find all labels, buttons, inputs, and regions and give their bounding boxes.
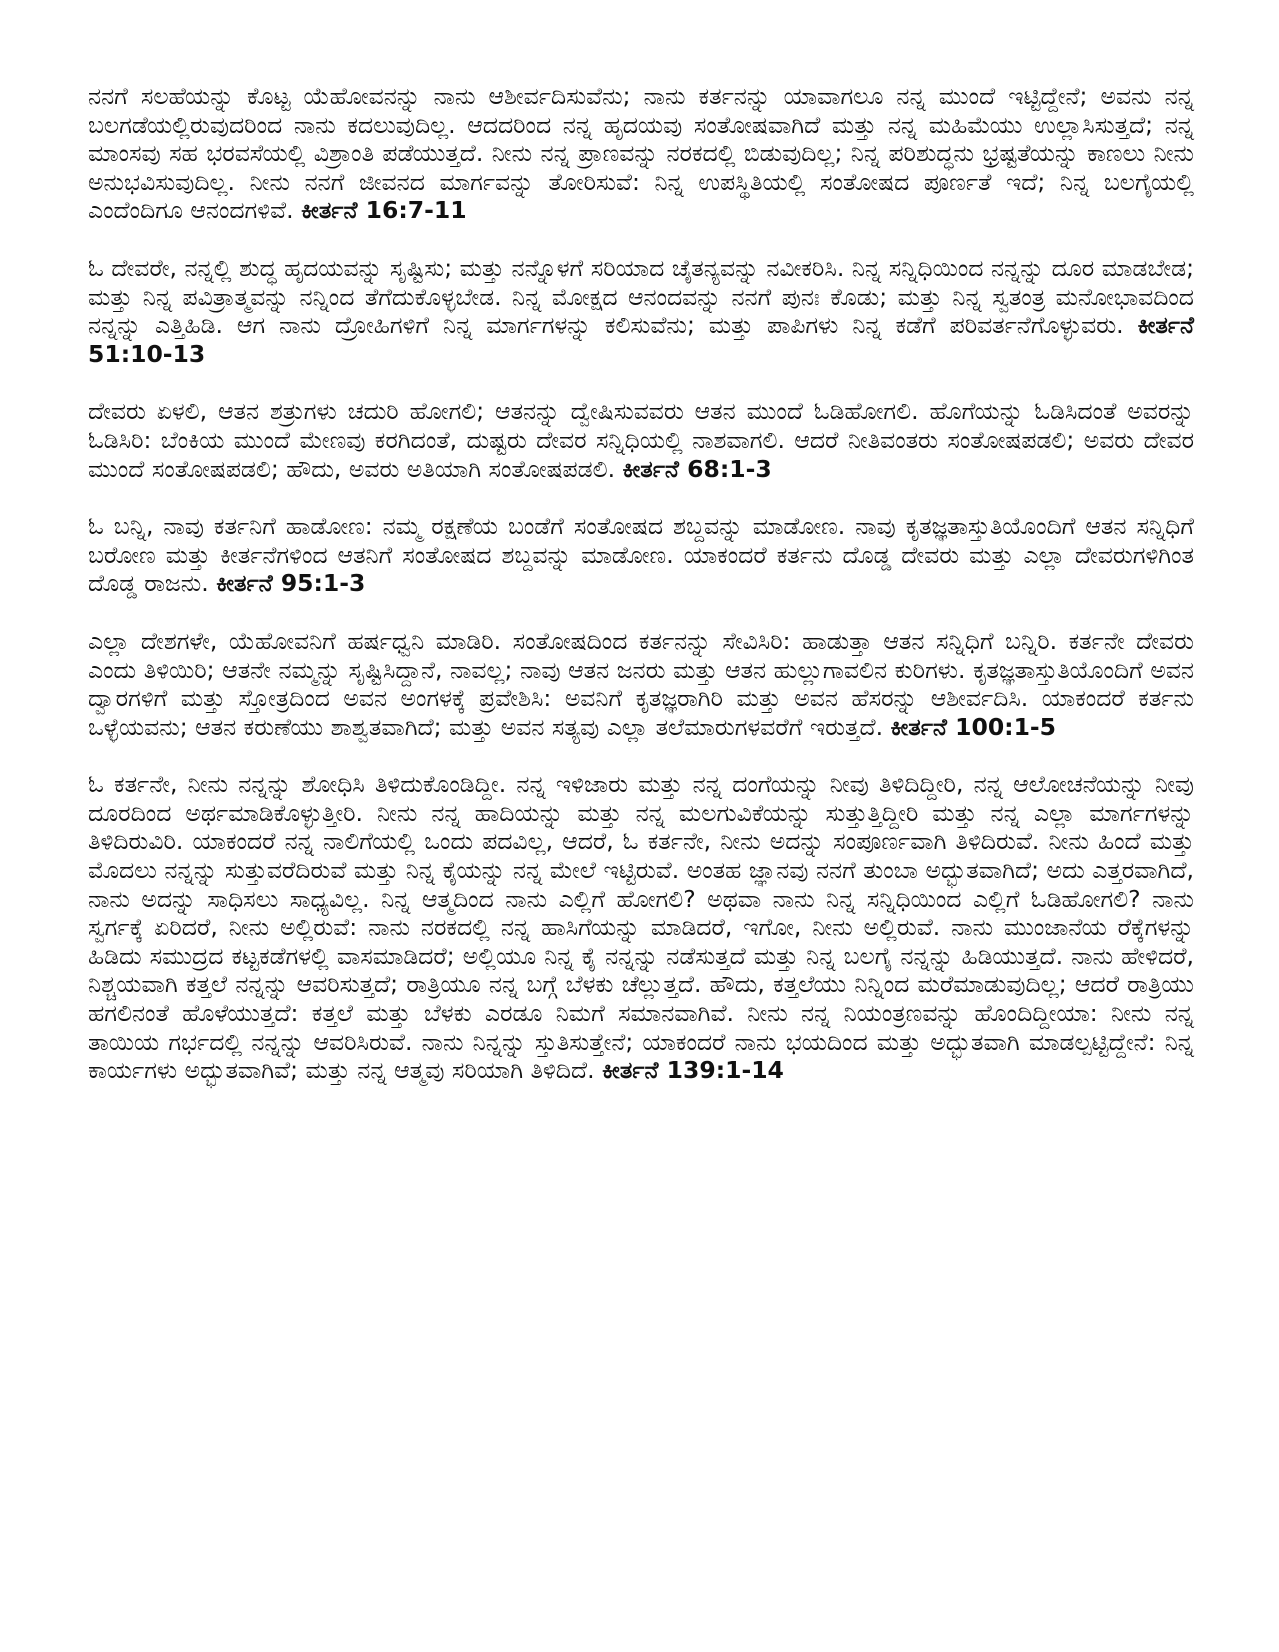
passage-psalm-16 [88,82,1194,225]
passage-reference: ಕೀರ್ತನೆ 95:1-3 [216,569,366,598]
passage-psalm-51 [88,254,1194,368]
passage-text: ಓ ಕರ್ತನೇ, ನೀನು ನನ್ನನ್ನು ಶೋಧಿಸಿ ತಿಳಿದುಕೊಂಡಿದ್ದೀ. ನನ್ನ ಇಳಿಜಾರು ಮತ್ತು ನನ್ನ ದಂಗೆಯನ್ನು ನೀವು ತಿಳಿದಿದ್ದೀರಿ, ನನ್ನ ಆಲೋಚನೆಯನ್ನು ನೀವು ದೂರದಿಂದ ಅರ್ಥಮಾಡಿಕೊಳ್ಳುತ್ತೀರಿ. ನೀನು ನನ್ನ ಹಾದಿಯನ್ನು ಮತ್ತು ನನ್ನ ಮಲಗುವಿಕೆಯನ್ನು ಸುತ್ತುತ್ತಿದ್ದೀರಿ ಮತ್ತು ನನ್ನ ಎಲ್ಲಾ ಮಾರ್ಗಗಳನ್ನು ತಿಳಿದಿರುವಿರಿ. ಯಾಕಂದರೆ ನನ್ನ ನಾಲಿಗೆಯಲ್ಲಿ ಒಂದು ಪದವಿಲ್ಲ, ಆದರೆ, ಓ ಕರ್ತನೇ, ನೀನು ಅದನ್ನು ಸಂಪೂರ್ಣವಾಗಿ ತಿಳಿದಿರುವೆ. ನೀನು ಹಿಂದೆ ಮತ್ತು ಮೊದಲು ನನ್ನನ್ನು ಸುತ್ತುವರೆದಿರುವೆ ಮತ್ತು ನಿನ್ನ ಕೈಯನ್ನು ನನ್ನ ಮೇಲೆ ಇಟ್ಟಿರುವೆ. ಅಂತಹ ಜ್ಞಾನವು ನನಗೆ ತುಂಬಾ ಅದ್ಭುತವಾಗಿದೆ; ಅದು ಎತ್ತರವಾಗಿದೆ, ನಾನು ಅದನ್ನು ಸಾಧಿಸಲು ಸಾಧ್ಯವಿಲ್ಲ. ನಿನ್ನ ಆತ್ಮದಿಂದ ನಾನು ಎಲ್ಲಿಗೆ ಹೋಗಲಿ? ಅಥವಾ ನಾನು ನಿನ್ನ ಸನ್ನಿಧಿಯಿಂದ ಎಲ್ಲಿಗೆ ಓಡಿಹೋಗಲಿ? ನಾನು ಸ್ವರ್ಗಕ್ಕೆ ಏರಿದರೆ, ನೀನು ಅಲ್ಲಿರುವೆ: ನಾನು ನರಕದಲ್ಲಿ ನನ್ನ ಹಾಸಿಗೆಯನ್ನು ಮಾಡಿದರೆ, ಇಗೋ, ನೀನು ಅಲ್ಲಿರುವೆ. ನಾನು ಮುಂಜಾನೆಯ ರೆಕ್ಕೆಗಳನ್ನು ಹಿಡಿದು ಸಮುದ್ರದ ಕಟ್ಟಕಡೆಗಳಲ್ಲಿ ವಾಸಮಾಡಿದರೆ; ಅಲ್ಲಿಯೂ ನಿನ್ನ ಕೈ ನನ್ನನ್ನು ನಡೆಸುತ್ತದೆ ಮತ್ತು ನಿನ್ನ ಬಲಗೈ ನನ್ನನ್ನು ಹಿಡಿಯುತ್ತದೆ. ನಾನು ಹೇಳಿದರೆ, ನಿಶ್ಚಯವಾಗಿ ಕತ್ತಲೆ ನನ್ನನ್ನು ಆವರಿಸುತ್ತದೆ; ರಾತ್ರಿಯೂ ನನ್ನ ಬಗ್ಗೆ ಬೆಳಕು ಚೆಲ್ಲುತ್ತದೆ. ಹೌದು, ಕತ್ತಲೆಯು ನಿನ್ನಿಂದ ಮರೆಮಾಡುವುದಿಲ್ಲ; ಆದರೆ ರಾತ್ರಿಯು ಹಗಲಿನಂತೆ ಹೊಳೆಯುತ್ತದೆ: ಕತ್ತಲೆ ಮತ್ತು ಬೆಳಕು ಎರಡೂ ನಿಮಗೆ ಸಮಾನವಾಗಿವೆ. ನೀನು ನನ್ನ ನಿಯಂತ್ರಣವನ್ನು ಹೊಂದಿದ್ದೀಯಾ: ನೀನು ನನ್ನ ತಾಯಿಯ ಗರ್ಭದಲ್ಲಿ ನನ್ನನ್ನು ಆವರಿಸಿರುವೆ. ನಾನು ನಿನ್ನನ್ನು ಸ್ತುತಿಸುತ್ತೇನೆ; ಯಾಕಂದರೆ ನಾನು ಭಯದಿಂದ ಮತ್ತು ಅದ್ಭುತವಾಗಿ ಮಾಡಲ್ಪಟ್ಟಿದ್ದೇನೆ: ನಿನ್ನ ಕಾರ್ಯಗಳು ಅದ್ಭುತವಾಗಿವೆ; ಮತ್ತು ನನ್ನ ಆತ್ಮವು ಸರಿಯಾಗಿ ತಿಳಿದಿದೆ. [88,770,1194,1085]
passage-text: ಓ ದೇವರೇ, ನನ್ನಲ್ಲಿ ಶುದ್ಧ ಹೃದಯವನ್ನು ಸೃಷ್ಟಿಸು; ಮತ್ತು ನನ್ನೊಳಗೆ ಸರಿಯಾದ ಚೈತನ್ಯವನ್ನು ನವೀಕರಿಸಿ. ನಿನ್ನ ಸನ್ನಿಧಿಯಿಂದ ನನ್ನನ್ನು ದೂರ ಮಾಡಬೇಡ; ಮತ್ತು ನಿನ್ನ ಪವಿತ್ರಾತ್ಮವನ್ನು ನನ್ನಿಂದ ತೆಗೆದುಕೊಳ್ಳಬೇಡ. ನಿನ್ನ ಮೋಕ್ಷದ ಆನಂದವನ್ನು ನನಗೆ ಪುನಃ ಕೊಡು; ಮತ್ತು ನಿನ್ನ ಸ್ವತಂತ್ರ ಮನೋಭಾವದಿಂದ ನನ್ನನ್ನು ಎತ್ತಿಹಿಡಿ. ಆಗ ನಾನು ದ್ರೋಹಿಗಳಿಗೆ ನಿನ್ನ ಮಾರ್ಗಗಳನ್ನು ಕಲಿಸುವೆನು; ಮತ್ತು ಪಾಪಿಗಳು ನಿನ್ನ ಕಡೆಗೆ ಪರಿವರ್ತನೆಗೊಳ್ಳುವರು. [88,253,1194,340]
passage-reference: ಕೀರ್ತನೆ 100:1-5 [890,712,1057,741]
passage-reference: ಕೀರ್ತನೆ 51:10-13 [88,311,1194,368]
passage-text: ಓ ಬನ್ನಿ, ನಾವು ಕರ್ತನಿಗೆ ಹಾಡೋಣ: ನಮ್ಮ ರಕ್ಷಣೆಯ ಬಂಡೆಗೆ ಸಂತೋಷದ ಶಬ್ದವನ್ನು ಮಾಡೋಣ. ನಾವು ಕೃತಜ್ಞತಾಸ್ತುತಿಯೊಂದಿಗೆ ಆತನ ಸನ್ನಿಧಿಗೆ ಬರೋಣ ಮತ್ತು ಕೀರ್ತನೆಗಳಿಂದ ಆತನಿಗೆ ಸಂತೋಷದ ಶಬ್ದವನ್ನು ಮಾಡೋಣ. ಯಾಕಂದರೆ ಕರ್ತನು ದೊಡ್ಡ ದೇವರು ಮತ್ತು ಎಲ್ಲಾ ದೇವರುಗಳಿಗಿಂತ ದೊಡ್ಡ ರಾಜನು. [88,512,1194,598]
passage-reference: ಕೀರ್ತನೆ 16:7-11 [301,196,467,225]
passage-text: ನನಗೆ ಸಲಹೆಯನ್ನು ಕೊಟ್ಟ ಯೆಹೋವನನ್ನು ನಾನು ಆಶೀರ್ವದಿಸುವೆನು; ನಾನು ಕರ್ತನನ್ನು ಯಾವಾಗಲೂ ನನ್ನ ಮುಂದೆ ಇಟ್ಟಿದ್ದೇನೆ; ಅವನು ನನ್ನ ಬಲಗಡೆಯಲ್ಲಿರುವುದರಿಂದ ನಾನು ಕದಲುವುದಿಲ್ಲ. ಆದದರಿಂದ ನನ್ನ ಹೃದಯವು ಸಂತೋಷವಾಗಿದೆ ಮತ್ತು ನನ್ನ ಮಹಿಮೆಯು ಉಲ್ಲಾಸಿಸುತ್ತದೆ; ನನ್ನ ಮಾಂಸವು ಸಹ ಭರವಸೆಯಲ್ಲಿ ವಿಶ್ರಾಂತಿ ಪಡೆಯುತ್ತದೆ. ನೀನು ನನ್ನ ಪ್ರಾಣವನ್ನು ನರಕದಲ್ಲಿ ಬಿಡುವುದಿಲ್ಲ; ನಿನ್ನ ಪರಿಶುದ್ಧನು ಭ್ರಷ್ಟತೆಯನ್ನು ಕಾಣಲು ನೀನು ಅನುಭವಿಸುವುದಿಲ್ಲ. ನೀನು ನನಗೆ ಜೀವನದ ಮಾರ್ಗವನ್ನು ತೋರಿಸುವೆ: ನಿನ್ನ ಉಪಸ್ಥಿತಿಯಲ್ಲಿ ಸಂತೋಷದ ಪೂರ್ಣತೆ ಇದೆ; ನಿನ್ನ ಬಲಗೈಯಲ್ಲಿ ಎಂದೆಂದಿಗೂ ಆನಂದಗಳಿವೆ. [88,82,1194,225]
passage-psalm-100 [88,627,1194,741]
passage-psalm-95 [88,512,1194,598]
document-page [88,82,1194,1114]
passage-text: ಎಲ್ಲಾ ದೇಶಗಳೇ, ಯೆಹೋವನಿಗೆ ಹರ್ಷಧ್ವನಿ ಮಾಡಿರಿ. ಸಂತೋಷದಿಂದ ಕರ್ತನನ್ನು ಸೇವಿಸಿರಿ: ಹಾಡುತ್ತಾ ಆತನ ಸನ್ನಿಧಿಗೆ ಬನ್ನಿರಿ. ಕರ್ತನೇ ದೇವರು ಎಂದು ತಿಳಿಯಿರಿ; ಆತನೇ ನಮ್ಮನ್ನು ಸೃಷ್ಟಿಸಿದ್ದಾನೆ, ನಾವಲ್ಲ; ನಾವು ಆತನ ಜನರು ಮತ್ತು ಆತನ ಹುಲ್ಲುಗಾವಲಿನ ಕುರಿಗಳು. ಕೃತಜ್ಞತಾಸ್ತುತಿಯೊಂದಿಗೆ ಅವನ ದ್ವಾರಗಳಿಗೆ ಮತ್ತು ಸ್ತೋತ್ರದಿಂದ ಅವನ ಅಂಗಳಕ್ಕೆ ಪ್ರವೇಶಿಸಿ: ಅವನಿಗೆ ಕೃತಜ್ಞರಾಗಿರಿ ಮತ್ತು ಅವನ ಹೆಸರನ್ನು ಆಶೀರ್ವದಿಸಿ. ಯಾಕಂದರೆ ಕರ್ತನು ಒಳ್ಳೆಯವನು; ಆತನ ಕರುಣೆಯು ಶಾಶ್ವತವಾಗಿದೆ; ಮತ್ತು ಅವನ ಸತ್ಯವು ಎಲ್ಲಾ ತಲೆಮಾರುಗಳವರೆಗೆ ಇರುತ್ತದೆ. [88,626,1194,741]
passage-psalm-139 [88,770,1194,1085]
passage-reference: ಕೀರ್ತನೆ 68:1-3 [622,454,772,483]
passage-reference: ಕೀರ್ತನೆ 139:1-14 [602,1056,784,1085]
passage-text: ದೇವರು ಏಳಲಿ, ಆತನ ಶತ್ರುಗಳು ಚದುರಿ ಹೋಗಲಿ; ಆತನನ್ನು ದ್ವೇಷಿಸುವವರು ಆತನ ಮುಂದೆ ಓಡಿಹೋಗಲಿ. ಹೊಗೆಯನ್ನು ಓಡಿಸಿದಂತೆ ಅವರನ್ನು ಓಡಿಸಿರಿ: ಬೆಂಕಿಯ ಮುಂದೆ ಮೇಣವು ಕರಗಿದಂತೆ, ದುಷ್ಟರು ದೇವರ ಸನ್ನಿಧಿಯಲ್ಲಿ ನಾಶವಾಗಲಿ. ಆದರೆ ನೀತಿವಂತರು ಸಂತೋಷಪಡಲಿ; ಅವರು ದೇವರ ಮುಂದೆ ಸಂತೋಷಪಡಲಿ; ಹೌದು, ಅವರು ಅತಿಯಾಗಿ ಸಂತೋಷಪಡಲಿ. [88,397,1194,483]
passage-psalm-68 [88,397,1194,483]
